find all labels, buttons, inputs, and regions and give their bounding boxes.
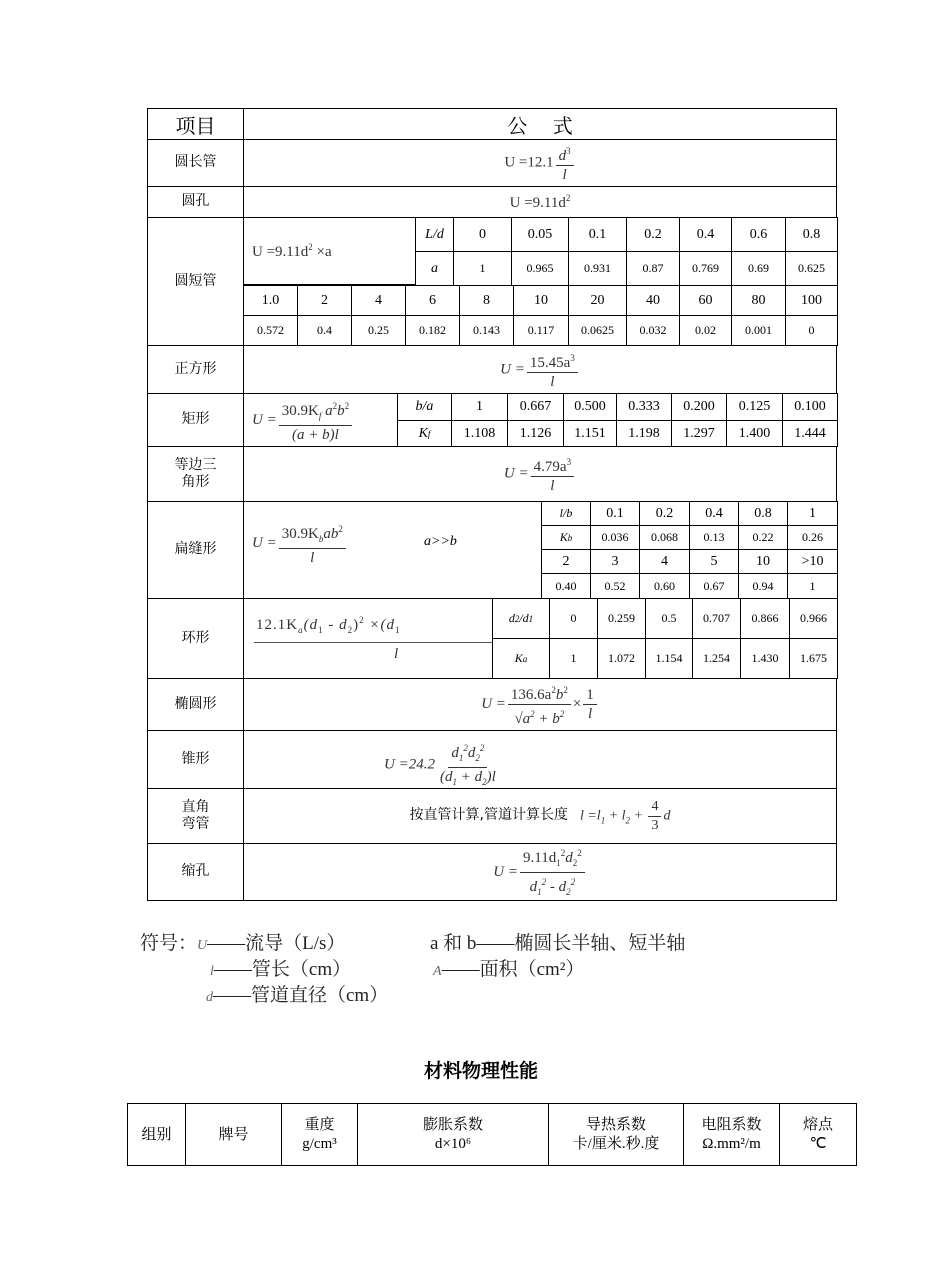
formula-den-sub2: 2 <box>566 886 571 897</box>
formula-num-tail: ab <box>323 526 339 542</box>
ld-value: 0.1 <box>568 217 627 252</box>
legend-a <box>433 954 584 981</box>
row-label-square: 正方形 <box>147 345 244 394</box>
a-value: 0.69 <box>731 251 786 286</box>
ld-value: 0.05 <box>511 217 569 252</box>
kb-value: 0.036 <box>590 525 640 550</box>
ba-value: 0.667 <box>507 393 564 421</box>
formula-sup: 2 <box>560 847 566 858</box>
kf-symbol: K <box>418 425 428 441</box>
formula-den-mid: - d <box>546 878 567 895</box>
kb-value: 0.94 <box>738 573 788 599</box>
formula-rect <box>243 393 398 447</box>
formula-sub: b <box>318 534 324 544</box>
formula-lhs: U =12.1 <box>504 154 554 171</box>
formula-round-short <box>243 217 416 285</box>
formula-den-sup2: 2 <box>570 876 576 887</box>
formula-sup: 2 <box>565 192 571 203</box>
kb-value: 1 <box>787 573 838 599</box>
kb-value: 0.068 <box>639 525 690 550</box>
header-line1: 重度 <box>304 1115 335 1133</box>
formula-num-b: b <box>337 402 345 419</box>
legend <box>140 928 345 955</box>
formula-sub1: 1 <box>458 753 464 763</box>
d-ratio-value: 0.707 <box>692 598 741 639</box>
row-label-orifice: 缩孔 <box>147 843 244 901</box>
condition-text: a>>b <box>424 534 457 549</box>
formula-num: 30.9K <box>281 526 319 542</box>
row-label-round-hole: 圆孔 <box>147 186 244 218</box>
formula-den: l <box>394 646 399 662</box>
formula-lhs: l =l <box>579 808 601 824</box>
lb-value: 3 <box>590 549 640 574</box>
kf-value: 1.151 <box>563 420 617 447</box>
formula-num-d-sup: 2 <box>577 847 582 858</box>
header-line2: ℃ <box>809 1135 827 1152</box>
ka-value: 1.154 <box>645 638 693 679</box>
formula-num: d <box>451 745 459 761</box>
formula-tail: ×a <box>312 243 332 260</box>
formula-cone <box>243 730 837 789</box>
ba-value: 0.100 <box>782 393 838 421</box>
formula-sup: 3 <box>570 352 575 363</box>
ld-value: 0.4 <box>679 217 732 252</box>
kf-value: 1.126 <box>507 420 564 447</box>
formula-sub1: 1 <box>600 815 606 826</box>
ka-value: 1.072 <box>597 638 646 679</box>
formula-sup: 2 <box>308 241 313 252</box>
formula-sub: f <box>318 410 322 421</box>
formula-mid2: - d <box>323 617 348 633</box>
formula-num: 136.6a <box>510 687 552 703</box>
lb-value: 1 <box>787 501 838 526</box>
ld-value: 6 <box>405 285 460 316</box>
label-line1: 直角 <box>181 798 210 815</box>
formula-sub: a <box>298 625 304 635</box>
ka-value: 1.254 <box>692 638 741 679</box>
ka-subscript: a <box>522 653 528 664</box>
ka-value: 1.430 <box>740 638 790 679</box>
materials-header-cell <box>548 1103 684 1166</box>
legend-l-symbol: l <box>210 964 214 979</box>
header-formula: 公 式 <box>243 108 837 140</box>
formula-sup: 3 <box>566 457 572 467</box>
formula-num: d <box>558 148 567 164</box>
formula-mid3: ) <box>353 617 360 633</box>
formula-den-tail: + b <box>534 711 560 727</box>
formula-lhs: U =9.11d <box>509 194 566 211</box>
row-label-rect: 矩形 <box>147 393 244 447</box>
formula-num: 15.45a <box>529 354 571 371</box>
formula-sub2: 2 <box>625 815 631 826</box>
formula-plus: + <box>630 808 647 824</box>
ld-value: 100 <box>785 285 838 316</box>
header-ba: b/a <box>397 393 452 421</box>
row-label-triangle <box>147 446 244 502</box>
formula-round-hole <box>243 186 837 218</box>
header-item: 项目 <box>147 108 244 140</box>
ba-value: 0.200 <box>671 393 727 421</box>
legend-u-text: ——流导（L/s） <box>207 933 346 954</box>
header-line1: 电阻系数 <box>701 1115 762 1133</box>
a-value: 0.143 <box>459 315 514 346</box>
header-lb: l/b <box>541 501 591 526</box>
d-ratio-value: 0.5 <box>645 598 693 639</box>
header-kf <box>397 420 452 447</box>
header-ka <box>492 638 550 679</box>
row-label-slot: 扁缝形 <box>147 501 244 599</box>
formula-den-sub2: 2 <box>482 777 487 787</box>
formula-square <box>243 345 837 394</box>
legend-a-symbol: A <box>433 964 442 979</box>
header-line2: 卡/厘米.秒.度 <box>572 1135 660 1152</box>
lb-value: 5 <box>689 549 739 574</box>
formula-den: 3 <box>651 817 659 833</box>
formula-den: √a <box>514 711 531 727</box>
formula-round-long <box>243 139 837 187</box>
lb-value: 0.8 <box>738 501 788 526</box>
formula-den: l <box>310 550 315 566</box>
materials-header-cell <box>779 1103 857 1166</box>
formula-lhs: U =24.2 <box>384 756 435 773</box>
kf-value: 1.400 <box>726 420 783 447</box>
materials-title: 材料物理性能 <box>423 1060 538 1082</box>
formula-lhs: U = <box>493 863 518 880</box>
formula-num: 4.79a <box>533 459 567 475</box>
formula-den-sup1: 2 <box>541 876 547 887</box>
formula-sub: 1 <box>556 857 561 868</box>
a-value: 0 <box>785 315 838 346</box>
a-value: 0.572 <box>243 315 298 346</box>
lb-value: >10 <box>787 549 838 574</box>
d-ratio-value: 0.259 <box>597 598 646 639</box>
header-line2: d×10⁶ <box>434 1135 472 1152</box>
formula-mid: + l <box>605 808 626 824</box>
label-line1: 等边三 <box>174 456 217 473</box>
kf-value: 1.108 <box>451 420 508 447</box>
ba-value: 0.333 <box>616 393 672 421</box>
kb-symbol: K <box>559 530 568 544</box>
formula-num-b: b <box>555 687 564 703</box>
ka-value: 1.675 <box>789 638 838 679</box>
formula-sup: 2 <box>338 524 343 534</box>
formula-sub2: 2 <box>475 753 480 763</box>
ld-value: 60 <box>679 285 732 316</box>
formula-mid-sub1: 1 <box>318 625 324 635</box>
ld-value: 0.6 <box>731 217 786 252</box>
ld-value: 40 <box>626 285 680 316</box>
a-value: 0.931 <box>568 251 627 286</box>
ld-value: 10 <box>513 285 569 316</box>
formula-lhs: U = <box>252 411 277 428</box>
formula-elbow <box>243 788 837 844</box>
ba-value: 1 <box>451 393 508 421</box>
kf-subscript: f <box>427 428 431 439</box>
formula-den-tail-sup: 2 <box>559 709 565 719</box>
formula-annulus <box>243 598 493 679</box>
kb-value: 0.52 <box>590 573 640 599</box>
ld-value: 0.2 <box>626 217 680 252</box>
kf-value: 1.297 <box>671 420 727 447</box>
header-line2: Ω.mm²/m <box>702 1135 761 1152</box>
header-ld: L/d <box>415 217 454 252</box>
formula-num-d: d <box>565 849 573 866</box>
kb-value: 0.67 <box>689 573 739 599</box>
ld-value: 0.8 <box>785 217 838 252</box>
a-value: 0.4 <box>297 315 352 346</box>
ka-value: 1 <box>549 638 598 679</box>
d-ratio-value: 0.966 <box>789 598 838 639</box>
row-label-annulus: 环形 <box>147 598 244 679</box>
a-value: 0.117 <box>513 315 569 346</box>
ld-value: 4 <box>351 285 406 316</box>
kb-value: 0.26 <box>787 525 838 550</box>
formula-den: d <box>529 878 538 895</box>
ld-value: 0 <box>453 217 512 252</box>
formula-den: l <box>562 167 567 183</box>
a-value: 1 <box>453 251 512 286</box>
a-value: 0.965 <box>511 251 569 286</box>
a-value: 0.0625 <box>568 315 627 346</box>
lb-value: 4 <box>639 549 690 574</box>
label-line2: 角形 <box>181 474 210 490</box>
legend-l-text: ——管长（cm） <box>213 959 352 980</box>
legend-ab: a 和 b——椭圆长半轴、短半轴 <box>430 933 686 954</box>
kb-value: 0.13 <box>689 525 739 550</box>
a-value: 0.769 <box>679 251 732 286</box>
header-d2d1 <box>492 598 550 639</box>
formula-tail: ×(d <box>364 617 395 633</box>
formula-lhs: U = <box>481 695 506 712</box>
formula-den-sub1: 1 <box>452 777 457 787</box>
lb-value: 10 <box>738 549 788 574</box>
a-value: 0.625 <box>785 251 838 286</box>
kb-value: 0.60 <box>639 573 690 599</box>
legend-d-symbol: d <box>206 990 213 1005</box>
legend-d <box>206 980 388 1007</box>
legend-u-symbol: U <box>197 938 208 953</box>
legend-d-text: ——管道直径（cm） <box>213 985 389 1006</box>
formula-sup: 3 <box>566 146 571 156</box>
materials-header-cell <box>185 1103 282 1166</box>
ba-value: 0.125 <box>726 393 783 421</box>
row-label-elbow <box>147 788 244 844</box>
formula-den: (d <box>439 769 453 785</box>
materials-header-cell <box>683 1103 780 1166</box>
formula-lhs: U =9.11d <box>252 243 309 260</box>
formula-tail: d <box>663 808 671 824</box>
formula-sup: 2 <box>551 685 556 695</box>
formula-den: l <box>550 373 555 390</box>
formula-sup: 2 <box>359 615 365 625</box>
row-label-cone: 锥形 <box>147 730 244 789</box>
formula-den2: l <box>587 706 593 722</box>
d-ratio-value: 0.866 <box>740 598 790 639</box>
a-value: 0.25 <box>351 315 406 346</box>
formula-slot <box>243 501 542 599</box>
formula-mid-sub2: 2 <box>347 625 354 635</box>
lb-value: 0.1 <box>590 501 640 526</box>
materials-header-cell <box>281 1103 358 1166</box>
header-a: a <box>415 251 454 286</box>
row-label-ellipse: 椭圆形 <box>147 678 244 731</box>
formula-num: 12.1K <box>256 617 299 633</box>
d-sub2: 2 <box>514 613 520 624</box>
formula-sup1: 2 <box>463 743 468 753</box>
formula-lhs: U = <box>252 534 277 551</box>
formula-lhs: U = <box>500 360 525 377</box>
header-kb <box>541 525 591 550</box>
legend-l <box>210 954 351 981</box>
ba-value: 0.500 <box>563 393 617 421</box>
kb-value: 0.22 <box>738 525 788 550</box>
formula-orifice <box>243 843 837 901</box>
formula-tail-sub: 1 <box>394 625 401 635</box>
a-value: 0.182 <box>405 315 460 346</box>
ld-value: 8 <box>459 285 514 316</box>
materials-header-cell <box>127 1103 186 1166</box>
d-sub1: 1 <box>528 613 534 624</box>
materials-header-cell <box>357 1103 549 1166</box>
formula-sup: 2 <box>332 400 338 411</box>
formula-den: (a + b)l <box>292 426 339 443</box>
lb-value: 0.2 <box>639 501 690 526</box>
formula-num2: 1 <box>583 686 597 705</box>
lb-value: 2 <box>541 549 591 574</box>
d-ratio-value: 0 <box>549 598 598 639</box>
ld-value: 2 <box>297 285 352 316</box>
a-value: 0.032 <box>626 315 680 346</box>
formula-num-tail: a <box>321 402 333 419</box>
ld-value: 1.0 <box>243 285 298 316</box>
kf-value: 1.198 <box>616 420 672 447</box>
kf-value: 1.444 <box>782 420 838 447</box>
kb-subscript: b <box>567 532 573 543</box>
header-line2: g/cm³ <box>302 1135 337 1152</box>
formula-den-sup: 2 <box>530 709 535 719</box>
legend-a-text: ——面积（cm²） <box>441 959 585 980</box>
row-label-round-long: 圆长管 <box>147 139 244 187</box>
d-symbol: d <box>508 611 515 625</box>
formula-sup-b: 2 <box>344 400 350 411</box>
formula-lhs: U = <box>503 465 529 482</box>
formula-mid: (d <box>303 617 319 633</box>
formula-sup-b: 2 <box>563 685 568 695</box>
ka-symbol: K <box>514 651 523 665</box>
header-line1: 膨胀系数 <box>422 1115 483 1133</box>
formula-den-sub1: 1 <box>537 886 542 897</box>
kb-value: 0.40 <box>541 573 591 599</box>
header-line1: 牌号 <box>218 1124 249 1143</box>
header-line1: 导热系数 <box>585 1115 646 1133</box>
formula-ellipse <box>243 678 837 731</box>
lb-value: 0.4 <box>689 501 739 526</box>
formula-num-d2: d <box>467 745 476 761</box>
row-label-round-short: 圆短管 <box>147 217 244 346</box>
formula-sup2: 2 <box>479 743 485 753</box>
formula-den: l <box>550 478 555 494</box>
header-line1: 组别 <box>141 1124 172 1143</box>
a-value: 0.001 <box>731 315 786 346</box>
formula-den-tail: )l <box>486 769 496 785</box>
ld-value: 80 <box>731 285 786 316</box>
formula-num-d-sub: 2 <box>572 857 578 868</box>
a-value: 0.02 <box>679 315 732 346</box>
formula-times: × <box>572 695 582 712</box>
d-mid: /d <box>519 611 529 625</box>
formula-num: 9.11d <box>523 849 557 866</box>
formula-den-mid: + d <box>456 769 483 785</box>
label-line2: 弯管 <box>181 816 210 832</box>
ld-value: 20 <box>568 285 627 316</box>
formula-num: 4 <box>648 798 661 817</box>
legend-prefix: 符号： <box>140 933 198 954</box>
formula-triangle <box>243 446 837 502</box>
elbow-text: 按直管计算,管道计算长度 <box>409 807 568 824</box>
formula-num: 30.9K <box>281 402 319 419</box>
header-line1: 熔点 <box>802 1115 833 1133</box>
a-value: 0.87 <box>626 251 680 286</box>
